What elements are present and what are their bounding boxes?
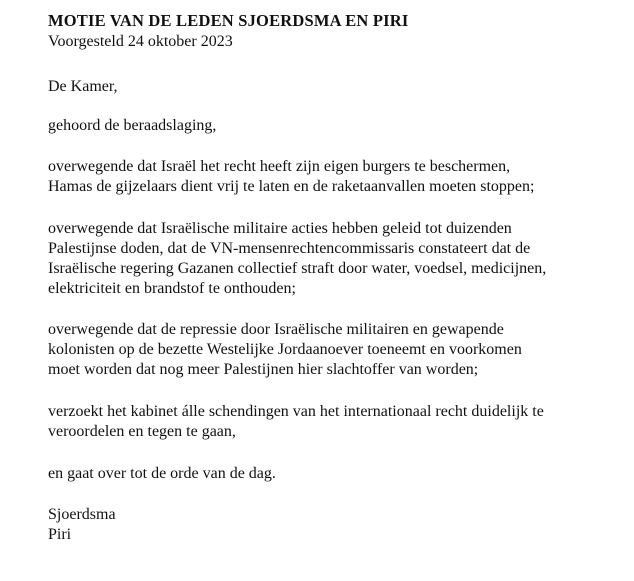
proposed-date: Voorgesteld 24 oktober 2023: [48, 33, 233, 50]
text-line: Hamas de gijzelaars dient vrij te laten en de raketaanvallen moeten stoppen;: [48, 178, 535, 195]
text-line: kolonisten op de bezette Westelijke Jordaanoever toeneemt en voorkomen: [48, 341, 522, 358]
consideration-paragraph: [48, 320, 628, 380]
text-line: overwegende dat Israël het recht heeft zijn eigen burgers te beschermen,: [48, 158, 511, 175]
motion-title: MOTIE VAN DE LEDEN SJOERDSMA EN PIRI: [48, 11, 409, 30]
signatory-name: Sjoerdsma: [48, 506, 116, 523]
text-line: moet worden dat nog meer Palestijnen hier slachtoffer van worden;: [48, 361, 479, 378]
text-line: Palestijnse doden, dat de VN-mensenrechtencommissaris constateert dat de: [48, 240, 531, 257]
signatories: [48, 505, 628, 545]
signatory-name: Piri: [48, 526, 72, 543]
text-line: elektriciteit en brandstof te onthouden;: [48, 280, 296, 297]
consideration-paragraph: [48, 219, 628, 299]
salutation: De Kamer,: [48, 78, 118, 95]
consideration-paragraph: [48, 157, 628, 197]
text-line: verzoekt het kabinet álle schendingen van het internationaal recht duidelijk te: [48, 403, 544, 420]
text-line: Israëlische regering Gazanen collectief straft door water, voedsel, medicijnen,: [48, 260, 547, 277]
text-line: overwegende dat Israëlische militaire acties hebben geleid tot duizenden: [48, 220, 512, 237]
request-paragraph: [48, 402, 628, 442]
text-line: veroordelen en tegen te gaan,: [48, 423, 236, 440]
closing-clause: en gaat over tot de orde van de dag.: [48, 465, 276, 482]
heard-clause: gehoord de beraadslaging,: [48, 117, 217, 134]
motion-document: [48, 10, 628, 545]
text-line: overwegende dat de repressie door Israëlische militairen en gewapende: [48, 321, 504, 338]
